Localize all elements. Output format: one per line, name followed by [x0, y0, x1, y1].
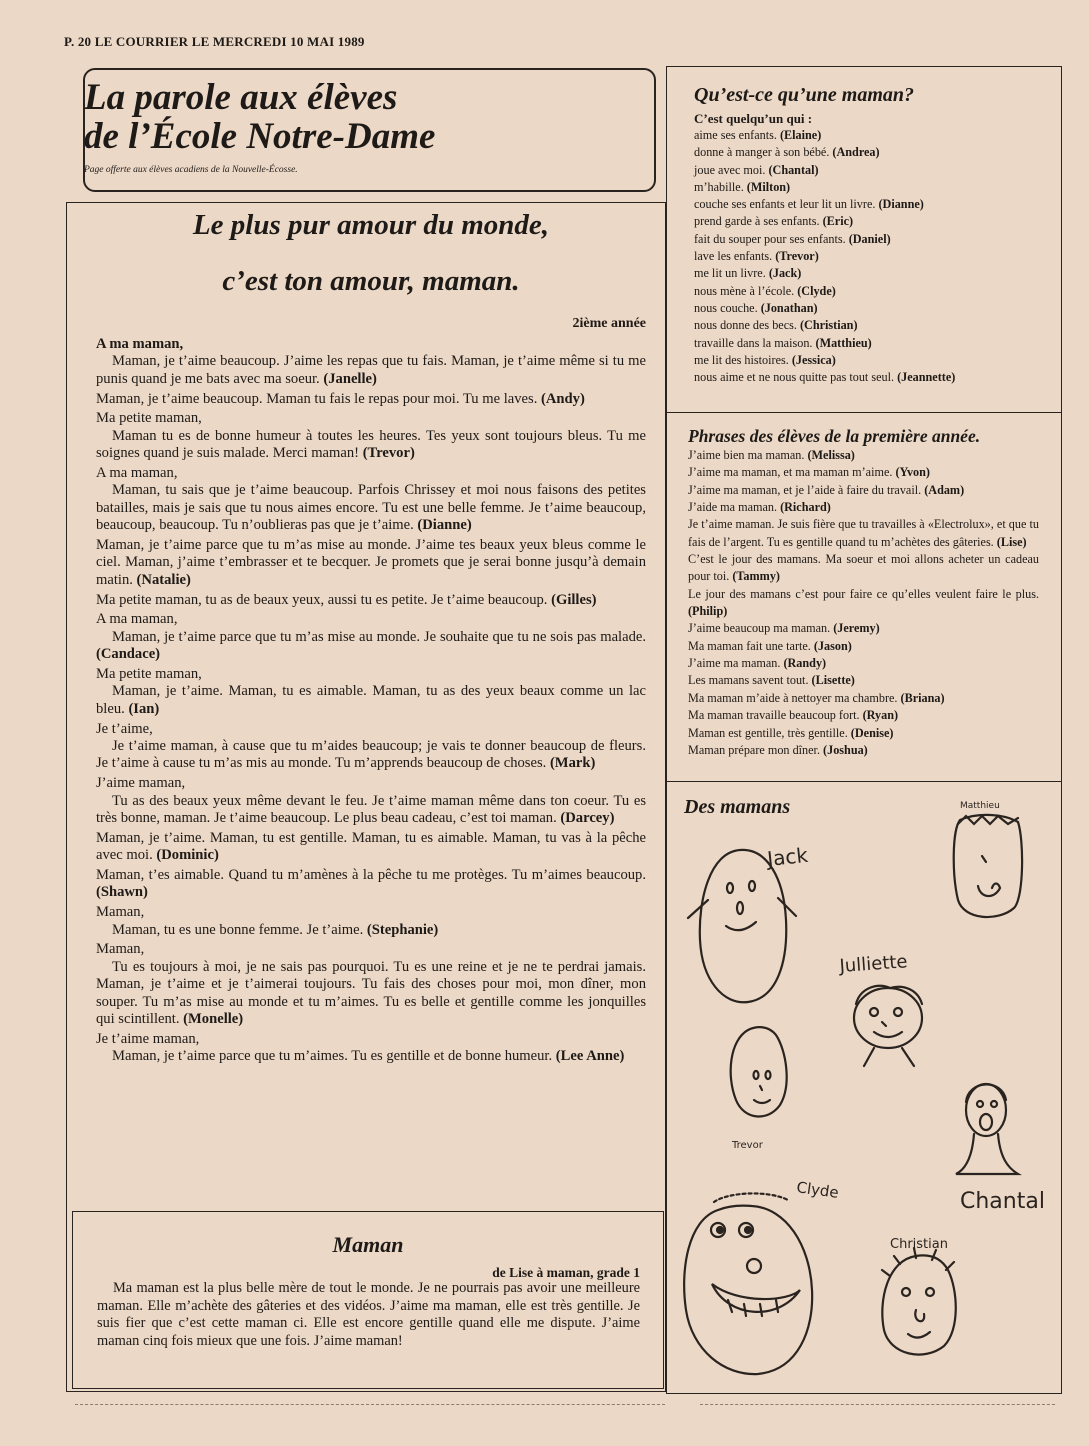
- page-folio: P. 20 LE COURRIER LE MERCREDI 10 MAI 1989: [64, 34, 365, 49]
- list-item-text: nous aime et ne nous quitte pas tout seul.: [694, 370, 895, 385]
- list-item-text: Maman est gentille, très gentille.: [688, 725, 848, 740]
- letter-body: [96, 959, 646, 1029]
- list-item-signature: (Eric): [822, 214, 854, 229]
- letter: [96, 666, 646, 718]
- list-item: [688, 482, 1039, 499]
- letter-salutation: Je t’aime maman,: [96, 1030, 200, 1047]
- list-item-signature: (Lise): [996, 534, 1027, 549]
- letter-signature: (Dominic): [156, 847, 219, 864]
- list-item-text: aime ses enfants.: [694, 128, 777, 142]
- drawings-panel: [668, 790, 1062, 1390]
- drawings-title: Des mamans: [684, 796, 791, 818]
- letter-signature: (Trevor): [362, 445, 415, 462]
- letter-signature: (Ian): [128, 700, 160, 717]
- list-item-text: J’aime beaucoup ma maman.: [688, 621, 831, 636]
- letter-text: Maman, t’es aimable. Quand tu m’amènes à la pêche tu me protèges. Tu m’aimes beaucoup.: [96, 867, 646, 884]
- letter-salutation: Ma petite maman,: [96, 410, 202, 427]
- list-item-text: me lit des histoires.: [694, 352, 789, 367]
- list-item-signature: (Andrea): [832, 145, 880, 160]
- quest-lead: C’est quelqu’un qui :: [694, 111, 813, 126]
- letter-text: Maman, tu es une bonne femme. Je t’aime.: [112, 921, 364, 938]
- letter: [96, 537, 646, 589]
- list-item-text: lave les enfants.: [694, 249, 773, 264]
- letter: [96, 391, 646, 408]
- letter-signature: (Mark): [549, 755, 596, 772]
- list-item: [694, 317, 1054, 334]
- list-item-signature: (Denise): [850, 725, 894, 740]
- list-item-text: J’aime ma maman.: [688, 656, 781, 671]
- list-item: [694, 144, 1054, 161]
- list-item-signature: (Jeremy): [833, 621, 880, 636]
- list-item-text: m’habille.: [694, 179, 744, 194]
- list-item: [694, 283, 1054, 300]
- letter-signature: (Stephanie): [366, 921, 439, 938]
- quest-title: Qu’est-ce qu’une maman?: [694, 84, 914, 106]
- list-item: [688, 499, 1039, 516]
- list-item-signature: (Dianne): [878, 197, 924, 212]
- list-item: [694, 179, 1054, 196]
- letter-body: [96, 738, 646, 773]
- list-item-text: Ma maman m’aide à nettoyer ma chambre.: [688, 690, 898, 705]
- drawing-trevor: [731, 1027, 787, 1116]
- list-item-signature: (Jeannette): [897, 370, 956, 385]
- letter-signature: (Dianne): [417, 517, 472, 534]
- list-item-text: J’aime bien ma maman.: [688, 448, 805, 462]
- divider: [666, 781, 1062, 782]
- list-item-text: Ma maman travaille beaucoup fort.: [688, 708, 860, 723]
- letter: [96, 611, 646, 663]
- letter: [96, 721, 646, 773]
- letter: [96, 904, 646, 939]
- list-item-text: donne à manger à son bébé.: [694, 145, 830, 160]
- letter-body: [96, 867, 646, 902]
- letter-salutation: Maman,: [96, 904, 145, 921]
- list-item: [694, 352, 1054, 369]
- letter-signature: (Natalie): [136, 571, 191, 588]
- maman-box-text: [97, 1280, 640, 1350]
- list-item: [694, 335, 1054, 352]
- list-item: [694, 369, 1054, 386]
- letter-text: Maman, je t’aime parce que tu m’as mise au monde. J’aime tes beaux yeux bleus comme le ciel. Maman, j’aime t’embrasser et te becquer. Je promets que je serai bonne jusqu’à demain matin.: [96, 537, 646, 588]
- list-item: [688, 655, 1039, 672]
- letter-signature: (Candace): [96, 646, 161, 663]
- phrases-section: [688, 426, 1039, 759]
- list-item-signature: (Jason): [813, 638, 852, 653]
- letter-text: Maman, je t’aime beaucoup. J’aime les repas que tu fais. Maman, je t’aime même si tu me punis quand je me bats avec ma soeur.: [96, 353, 646, 387]
- letter-body: [96, 1048, 646, 1065]
- letter: [96, 410, 646, 462]
- list-item-signature: (Randy): [783, 656, 827, 671]
- list-item-signature: (Chantal): [768, 162, 819, 177]
- bottom-rule: [75, 1404, 665, 1405]
- list-item-signature: (Yvon): [895, 465, 930, 480]
- letter-body: [96, 629, 646, 664]
- list-item-signature: (Milton): [746, 179, 791, 194]
- drawing-label-julliette: Julliette: [838, 951, 909, 977]
- drawing-clyde: [684, 1193, 812, 1374]
- letter-body: [96, 482, 646, 534]
- letter-signature: (Andy): [541, 390, 585, 407]
- list-item-signature: (Clyde): [797, 283, 836, 298]
- letter-body: [96, 391, 646, 408]
- list-item-text: joue avec moi.: [694, 162, 766, 177]
- list-item-signature: (Joshua): [823, 742, 868, 757]
- letter-body: [96, 793, 646, 828]
- list-item-text: me lit un livre.: [694, 266, 766, 281]
- drawing-chantal: [956, 1084, 1018, 1174]
- letter-text: Maman, je t’aime parce que tu m’aimes. Tu es gentille et de bonne humeur.: [112, 1048, 553, 1065]
- list-item-signature: (Jonathan): [760, 300, 818, 315]
- list-item: [688, 690, 1039, 707]
- list-item-signature: (Elaine): [779, 128, 822, 142]
- list-item-signature: (Jessica): [791, 352, 836, 367]
- drawing-matthieu: [954, 815, 1022, 917]
- letter: [96, 336, 646, 388]
- list-item-text: travaille dans la maison.: [694, 335, 813, 350]
- article-title-line2: c’est ton amour, maman.: [222, 265, 520, 297]
- list-item-text: C’est le jour des mamans. Ma soeur et moi allons acheter un cadeau pour toi.: [688, 552, 1039, 584]
- list-item-text: Ma maman fait une tarte.: [688, 638, 811, 653]
- list-item-signature: (Ryan): [862, 708, 899, 723]
- list-item-text: nous mène à l’école.: [694, 283, 795, 298]
- letter-signature: (Monelle): [183, 1011, 244, 1028]
- drawing-label-clyde: Clyde: [795, 1178, 840, 1202]
- drawing-label-chantal: Chantal: [960, 1189, 1045, 1214]
- list-item: [688, 707, 1039, 724]
- grade-label: 2ième année: [572, 316, 646, 331]
- letter-salutation: A ma maman,: [96, 336, 184, 352]
- letter: [96, 592, 646, 609]
- list-item-signature: (Matthieu): [815, 335, 872, 350]
- list-item: [694, 127, 1054, 144]
- phrases-list: [688, 447, 1039, 759]
- list-item-text: J’aime ma maman, et ma maman m’aime.: [688, 465, 893, 480]
- letter-salutation: Ma petite maman,: [96, 666, 202, 683]
- list-item: [694, 231, 1054, 248]
- letter-body: [96, 922, 646, 939]
- list-item-text: nous donne des becs.: [694, 318, 797, 333]
- maman-box-paragraph: Ma maman est la plus belle mère de tout le monde. Je ne pourrais pas avoir une meilleure maman. Elle m’achète des gâteries et des vidéos. J’aime ma maman, elle est très gentille. Je suis fier que c’est cette maman ci. Elle est encore gentille quand elle me dispute. J’aime maman cinq fois mieux que une fois. J’aime maman!: [97, 1280, 640, 1349]
- list-item: [694, 196, 1054, 213]
- drawing-label-trevor: Trevor: [732, 1140, 763, 1151]
- drawing-julliette: [854, 986, 922, 1066]
- list-item: [688, 586, 1039, 621]
- list-item: [694, 162, 1054, 179]
- letter-salutation: Je t’aime,: [96, 720, 153, 737]
- letter-body: [96, 592, 646, 609]
- letter-signature: (Darcey): [560, 810, 615, 827]
- bottom-rule: [700, 1404, 1055, 1405]
- list-item: [688, 725, 1039, 742]
- letter: [96, 830, 646, 865]
- list-item: [688, 638, 1039, 655]
- letter: [96, 465, 646, 535]
- drawing-jack: [688, 850, 796, 1002]
- list-item-text: J’aide ma maman.: [688, 500, 778, 515]
- letter-text: Tu es toujours à moi, je ne sais pas pourquoi. Tu es une reine et je ne te perdrai jamais. Maman, je t’aime et je t’aimerai toujours. Tu fais des choses pour moi, mon dîner, mon souper. Tu m’as mise au monde et tu m’aimes. Tu es belle et gentille comme les jonquilles qui scintillent.: [96, 958, 646, 1028]
- list-item-signature: (Adam): [924, 482, 965, 497]
- list-item: [694, 213, 1054, 230]
- main-article: [96, 210, 646, 1066]
- letter-text: Je t’aime maman, à cause que tu m’aides beaucoup; je vais te donner beaucoup de fleurs. Je t’aime à cause tu m’as mis au monde. Tu m’apprends beaucoup de choses.: [96, 738, 646, 772]
- list-item: [688, 551, 1039, 586]
- list-item-signature: (Briana): [900, 690, 945, 705]
- letter-signature: (Shawn): [96, 884, 148, 901]
- maman-box-title: Maman: [332, 1232, 404, 1257]
- masthead-title-line2: de l’École Notre-Dame: [84, 116, 436, 157]
- letter: [96, 941, 646, 1028]
- letters-list: [96, 336, 646, 1066]
- list-item-signature: (Tammy): [732, 569, 780, 584]
- list-item-text: fait du souper pour ses enfants.: [694, 231, 846, 246]
- list-item-text: Je t’aime maman. Je suis fière que tu travailles à «Electrolux», et que tu fais de l’argent. Tu es gentille quand tu m’achètes des gâteries.: [688, 517, 1039, 549]
- list-item-text: couche ses enfants et leur lit un livre.: [694, 197, 876, 212]
- list-item: [694, 248, 1054, 265]
- phrases-title: Phrases des élèves de la première année.: [688, 426, 981, 446]
- letter-signature: (Janelle): [323, 370, 377, 387]
- list-item-signature: (Trevor): [775, 249, 819, 264]
- masthead-subtitle: Page offerte aux élèves acadiens de la Nouvelle-Écosse.: [84, 165, 298, 175]
- list-item-signature: (Christian): [799, 318, 858, 333]
- list-item: [694, 300, 1054, 317]
- letter-signature: (Lee Anne): [555, 1048, 625, 1065]
- list-item: [688, 447, 1039, 464]
- letter-salutation: Maman,: [96, 941, 145, 958]
- divider: [666, 412, 1062, 413]
- article-title-line1: Le plus pur amour du monde,: [192, 209, 550, 241]
- letter-text: Ma petite maman, tu as de beaux yeux, aussi tu es petite. Je t’aime beaucoup.: [96, 591, 548, 608]
- list-item-signature: (Jack): [768, 266, 802, 281]
- masthead-title-block: [84, 78, 644, 156]
- list-item-signature: (Lisette): [811, 673, 855, 688]
- drawing-label-jack: Jack: [766, 842, 810, 871]
- drawing-christian: [882, 1248, 956, 1355]
- letter-text: Maman, tu sais que je t’aime beaucoup. Parfois Chrissey et moi nous faisons des petites batailles, mais je sais que tu nous aimes encore. Tu est une belle femme. Je t’aime beaucoup, beaucoup, beaucoup. Tu n’oublieras pas que je t’aime.: [96, 482, 646, 534]
- letter-text: Maman tu es de bonne humeur à toutes les heures. Tes yeux sont toujours bleus. Tu me soignes quand je suis malade. Merci maman!: [96, 427, 646, 462]
- list-item: [688, 516, 1039, 551]
- letter-body: [96, 683, 646, 718]
- letter-text: Maman, je t’aime beaucoup. Maman tu fais le repas pour moi. Tu me laves.: [96, 390, 538, 407]
- letter-salutation: J’aime maman,: [96, 775, 186, 792]
- list-item: [688, 620, 1039, 637]
- letter: [96, 1031, 646, 1066]
- list-item-text: Les mamans savent tout.: [688, 673, 809, 688]
- list-item: [694, 265, 1054, 282]
- list-item-signature: (Richard): [780, 500, 831, 515]
- list-item-text: J’aime ma maman, et je l’aide à faire du travail.: [688, 482, 922, 497]
- list-item-signature: (Melissa): [807, 448, 855, 462]
- quest-list: [694, 127, 1054, 386]
- letter: [96, 867, 646, 902]
- masthead-title-line1: La parole aux élèves: [84, 77, 398, 118]
- letter-body: [96, 537, 646, 589]
- list-item-signature: (Daniel): [848, 231, 891, 246]
- letter-text: Maman, je t’aime parce que tu m’as mise au monde. Je souhaite que tu ne sois pas malade.: [112, 628, 646, 645]
- list-item-text: nous couche.: [694, 300, 758, 315]
- letter-salutation: A ma maman,: [96, 611, 178, 628]
- list-item: [688, 464, 1039, 481]
- drawing-label-matthieu: Matthieu: [960, 801, 1000, 811]
- drawing-label-christian: Christian: [890, 1237, 948, 1252]
- letter-body: [96, 830, 646, 865]
- letter-text: Maman, je t’aime. Maman, tu est gentille. Maman, tu es aimable. Maman, tu vas à la pêche avec moi.: [96, 829, 646, 864]
- letter: [96, 775, 646, 827]
- letter-text: Tu as des beaux yeux même devant le feu. Je t’aime maman même dans ton coeur. Tu es très bonne, maman. Je t’aime beaucoup. Le plus beau cadeau, c’est toi maman.: [96, 792, 646, 827]
- list-item-signature: (Philip): [688, 604, 728, 619]
- letter-body: [96, 353, 646, 388]
- letter-signature: (Gilles): [551, 591, 597, 608]
- letter-salutation: A ma maman,: [96, 465, 178, 482]
- maman-box-byline: de Lise à maman, grade 1: [492, 1265, 640, 1280]
- letter-text: Maman, je t’aime. Maman, tu es aimable. Maman, tu as des yeux beaux comme un lac bleu.: [96, 683, 646, 717]
- list-item: [688, 672, 1039, 689]
- list-item-text: Maman prépare mon dîner.: [688, 742, 820, 757]
- list-item: [688, 742, 1039, 759]
- letter-body: [96, 428, 646, 463]
- list-item-text: Le jour des mamans c’est pour faire ce qu’elles veulent faire le plus.: [688, 586, 1039, 601]
- list-item-text: prend garde à ses enfants.: [694, 214, 820, 229]
- quest-section: [694, 84, 1054, 386]
